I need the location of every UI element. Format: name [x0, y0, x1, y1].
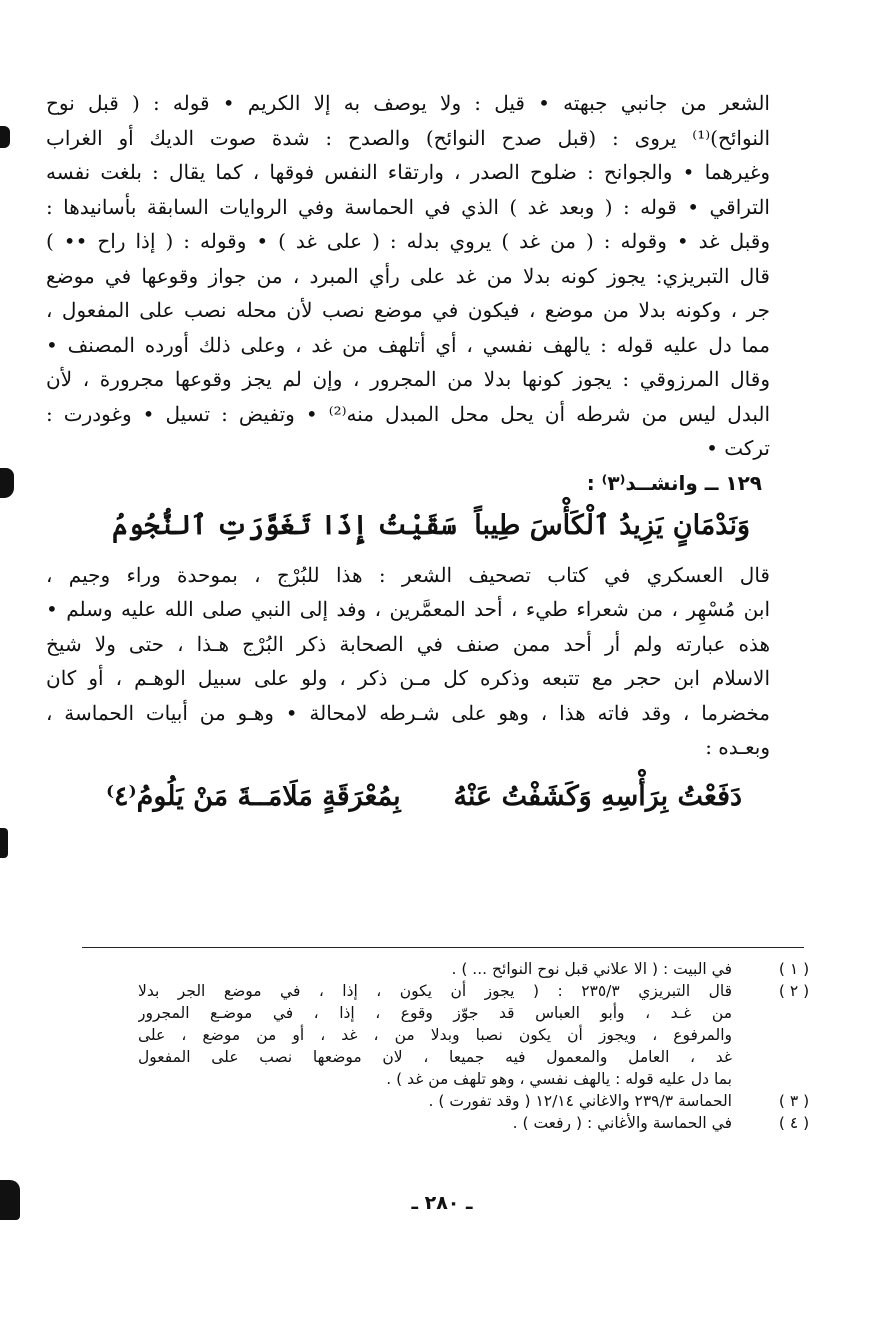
footnote-number: ( ٤ ) — [778, 1114, 810, 1132]
footnote-line: من غـد ، وأبو العباس قد جوّز وقوع ، إذا ، في موضـع المجرور — [138, 1004, 732, 1022]
body-line: البدل ليس من شرطه أن يحل محل المبدل منه⁽²⁾ • وتفيض : تسيل • وغودرت : — [46, 401, 770, 426]
footnote — [138, 980, 810, 1090]
verse-1-second-hemistich: سَقَيْتُ إِذَا تَغَوَّرَتِ ٱلنُّجُومُ — [112, 509, 457, 541]
verse-1 — [46, 500, 770, 558]
commentary-line: وبعـده : — [705, 735, 770, 759]
body-line: النوائح)⁽¹⁾ يروى : (قبل صدح النوائح) والصدح : شدة صوت الديك أو الغراب — [46, 125, 770, 150]
footnote-number: ( ٢ ) — [778, 982, 810, 1000]
verse-2-second-hemistich: بِمُعْرَقَةٍ مَلَامَــةَ مَنْ يَلُومُ⁽٤⁾ — [106, 780, 401, 812]
commentary-line: الاسلام ابن حجر مع تتبعه وذكره كل مـن ذكر ، ولو على سبيل الوهـم ، أو كان — [46, 666, 770, 690]
footnote-line: في الحماسة والأغاني : ( رفعت ) . — [512, 1114, 732, 1132]
body-line: جر ، وكونه بدلا من موضع ، فيكون في موضع نصب لأن محله نصب على المفعول ، — [46, 298, 770, 322]
commentary-line: ابن مُسْهِر ، من شعراء طيء ، أحد المعمَّرين ، وفد إلى النبي صلى الله عليه وسلم • — [46, 597, 770, 621]
footnote — [138, 958, 810, 980]
page-number: ـ ٢٨٠ ـ — [411, 1192, 473, 1214]
verse-1-first-hemistich: وَنَدْمَانٍ يَزِيدُ ٱلْكَأْسَ طِيباً — [474, 509, 750, 541]
footnote-number: ( ١ ) — [778, 960, 810, 978]
footnotes — [138, 958, 810, 1134]
footnote-line: غد ، العامل والمعمول فيه جميعا ، لان موضعها نصب على المفعول — [138, 1048, 732, 1066]
footnote-divider — [82, 947, 804, 948]
scan-edge-mark — [0, 1180, 20, 1220]
body-line: مما دل عليه قوله : يالهف نفسي ، أي أتلهف من غد ، وعلى ذلك أورده المصنف • — [46, 332, 770, 357]
footnote-number: ( ٣ ) — [778, 1092, 810, 1110]
body-line: وقال المرزوقي : يجوز كونها بدلا من المجرور ، وإن لم يجز وقوعها مجرورة ، لأن — [46, 367, 770, 391]
footnote-line: بما دل عليه قوله : يالهف نفسي ، وهو تلهف من غد ) . — [386, 1070, 732, 1088]
body-line: الشعر من جانبي جبهته • قيل : ولا يوصف به إلا الكريم • قوله : ( قبل نوح — [46, 91, 770, 115]
verse-2-first-hemistich: دَفَعْتُ بِرَأْسِهِ وَكَشَفْتُ عَنْهُ — [453, 780, 742, 812]
footnote-line: قال التبريزي ٢٣٥/٣ : ( يجوز أن يكون ، إذا ، في موضع الجر بدلا — [138, 982, 732, 1000]
footnote-line: الحماسة ٢٣٩/٣ والاغاني ١٢/١٤ ( وقد تفورت ) . — [428, 1092, 732, 1110]
footnote — [138, 1090, 810, 1112]
main-text — [46, 86, 770, 827]
entry-heading: ١٢٩ ــ وانشــد⁽٣⁾ : — [586, 470, 762, 495]
scan-edge-mark — [0, 126, 10, 148]
body-line: وقبل غد • وقوله : ( من غد ) يروي بدله : ( على غد ) • وقوله : ( إذا راح •• ) — [46, 229, 770, 253]
body-line: قال التبريزي: يجوز كونه بدلا من غد على رأي المبرد ، من جواز وقوعها في موضع — [46, 263, 770, 288]
commentary-line: قال العسكري في كتاب تصحيف الشعر : هذا للبُرْج ، بموحدة وراء وجيم ، — [46, 562, 770, 587]
footnote-line: في البيت : ( الا علاني قبل نوح النوائح ... ) . — [451, 960, 732, 978]
commentary-line: هذه عبارته ولم أر أحد ممن صنف في الصحابة ذكر البُرْج هـذا ، حتى ولا شيخ — [46, 631, 770, 656]
body-line: تركت • — [706, 436, 770, 460]
scan-edge-mark — [0, 828, 8, 858]
scan-edge-mark — [0, 468, 14, 498]
body-line: التراقي • قوله : ( وبعد غد ) الذي في الحماسة وفي الروايات السابقة بأسانيدها : — [46, 194, 770, 219]
verse-2 — [46, 765, 770, 827]
body-line: وغيرهما • والجوانح : ضلوح الصدر ، وارتقاء النفس فوقها ، كما يقال : بلغت نفسه — [46, 160, 770, 184]
footnote-line: والمرفوع ، ويجوز أن يكون نصبا وبدلا من ، غد ، أو من موضع ، على — [138, 1026, 732, 1044]
footnote — [138, 1112, 810, 1134]
commentary-line: مخضرما ، وقد فاته هذا ، وهو على شـرطه لامحالة • وهـو من أبيات الحماسة ، — [46, 700, 770, 725]
